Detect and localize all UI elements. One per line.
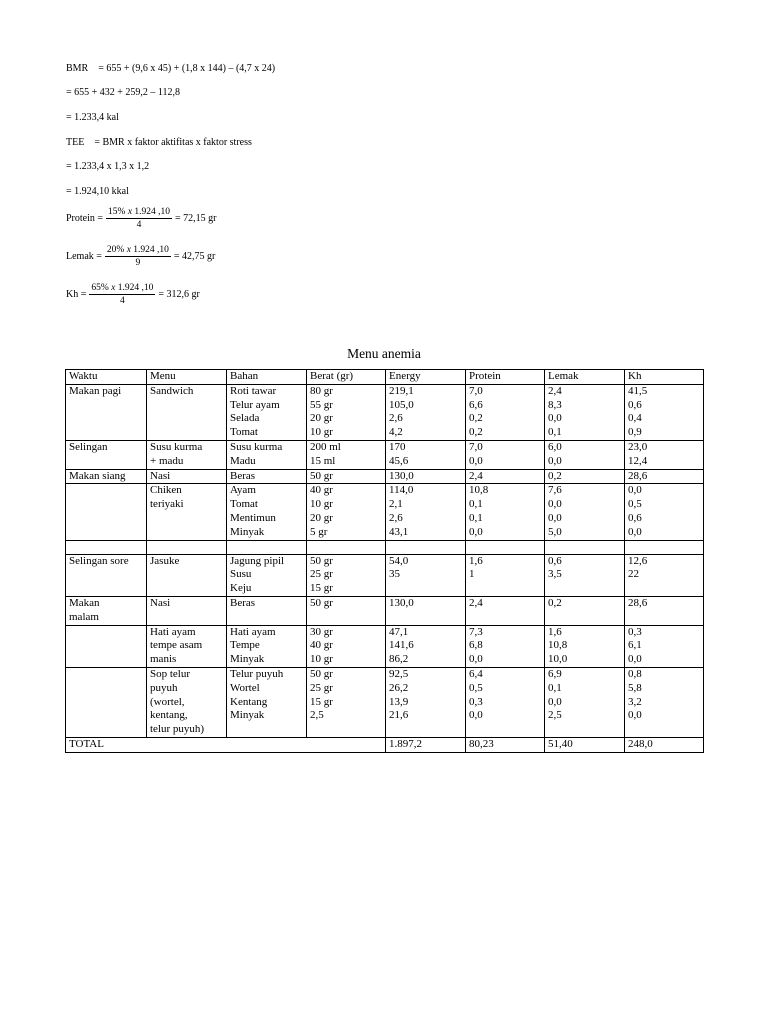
cell-line: 5,0 [548,525,562,538]
cell-protein [466,469,545,484]
cell-line: 10,0 [548,653,568,666]
cell-line: 12,6 [628,554,648,567]
cell-line: 0,0 [548,498,562,511]
header-menu: Menu [147,370,227,385]
cell-kh [625,540,704,554]
protein-num-pct: 15% [108,207,126,217]
cell-line: Nasi [150,596,171,609]
cell-line: 50 gr [310,469,333,482]
protein-fraction [106,207,172,231]
cell-line: Makan siang [69,469,126,482]
cell-line: 0,0 [548,695,562,708]
cell-line: 40 gr [310,639,333,652]
cell-line: 20 gr [310,412,333,425]
table-row [66,554,704,596]
cell-line: 6,8 [469,639,483,652]
cell-line: 50 gr [310,596,333,609]
cell-line: 0,1 [548,426,562,439]
cell-lemak [545,554,625,596]
cell-line: 6,1 [628,639,642,652]
kh-fraction [89,283,155,307]
cell-line: 6,6 [469,398,483,411]
cell-line: Susu kurma [150,440,203,453]
cell-line: 50 gr [310,554,333,567]
cell-bahan [227,596,307,625]
total-label: TOTAL [66,737,386,752]
kh-num-pct: 65% [91,283,109,293]
tee-label: TEE [66,137,85,148]
cell-kh [625,384,704,440]
cell-line: 0,6 [628,511,642,524]
calc-bmr-result: = 1.233,4 kal [66,112,119,123]
cell-energy [386,440,466,469]
cell-menu [147,596,227,625]
cell-line: 0,9 [628,426,642,439]
cell-menu [147,469,227,484]
kh-denominator: 4 [120,296,125,306]
table-row [66,484,704,540]
cell-line: 41,5 [628,384,648,397]
cell-line: 10,8 [469,484,489,497]
cell-line: 2,6 [389,412,403,425]
bmr-label: BMR [66,63,89,74]
cell-line: 130,0 [389,596,414,609]
table-row [66,667,704,737]
cell-line: 2,4 [469,596,483,609]
cell-line: 43,1 [389,525,409,538]
kh-label: Kh = [66,289,87,300]
cell-waktu [66,596,147,625]
cell-line: 2,5 [310,709,324,722]
cell-line: (wortel, [150,695,185,708]
cell-menu [147,384,227,440]
cell-kh [625,667,704,737]
cell-line: 0,0 [628,653,642,666]
cell-line: 6,9 [548,667,562,680]
lemak-num-val: 1.924 ,10 [133,245,169,255]
cell-line: Keju [230,582,252,595]
cell-menu [147,667,227,737]
cell-line: 28,6 [628,469,648,482]
cell-bahan [227,625,307,667]
cell-line: 0,0 [469,653,483,666]
cell-line: 45,6 [389,454,409,467]
kh-formula [66,283,200,307]
cell-line: 5,8 [628,681,642,694]
cell-line: 3,2 [628,695,642,708]
cell-line: Ayam [230,484,256,497]
cell-line: Madu [230,454,256,467]
cell-line: Roti tawar [230,384,277,397]
cell-line: Hati ayam [230,625,276,638]
cell-line: 28,6 [628,596,648,609]
calc-bmr-step: = 655 + 432 + 259,2 – 112,8 [66,87,181,98]
cell-line: 130,0 [389,469,414,482]
cell-line: 2,5 [548,709,562,722]
cell-line: malam [69,610,99,623]
cell-lemak [545,625,625,667]
cell-line: 141,6 [389,639,414,652]
table-row [66,440,704,469]
cell-line: Tomat [230,498,258,511]
cell-line: 21,6 [389,709,409,722]
header-waktu: Waktu [66,370,147,385]
cell-protein [466,440,545,469]
cell-protein [466,667,545,737]
cell-energy [386,596,466,625]
cell-line: 0,2 [548,469,562,482]
cell-lemak [545,440,625,469]
cell-line [69,626,144,640]
cell-line: 25 gr [310,568,333,581]
cell-line: 0,0 [469,709,483,722]
cell-protein [466,625,545,667]
cell-lemak [545,484,625,540]
cell-line: Jagung pipil [230,554,285,567]
cell-energy [386,625,466,667]
cell-line: Telur ayam [230,398,280,411]
cell-line: Chiken [150,484,182,497]
cell-line: 0,6 [548,554,562,567]
cell-berat [307,625,386,667]
blank-row [66,540,704,554]
cell-line: 2,1 [389,498,403,511]
cell-berat [307,440,386,469]
cell-waktu [66,469,147,484]
cell-line: 0,0 [469,454,483,467]
cell-line: 22 [628,568,639,581]
cell-line: 2,4 [548,384,562,397]
cell-line: 0,5 [469,681,483,694]
cell-line: Tempe [230,639,260,652]
cell-line: Makan [69,596,100,609]
cell-line: Wortel [230,681,260,694]
menu-table [65,369,704,753]
header-bahan: Bahan [227,370,307,385]
cell-menu [147,440,227,469]
cell-line: 30 gr [310,625,333,638]
cell-line: 170 [389,440,406,453]
cell-kh [625,596,704,625]
cell-line: Minyak [230,709,265,722]
cell-line: kentang, [150,709,188,722]
total-lemak: 51,40 [545,737,625,752]
protein-num-val: 1.924 ,10 [134,207,171,217]
cell-bahan [227,540,307,554]
cell-energy [386,540,466,554]
table-row [66,625,704,667]
header-berat: Berat (gr) [307,370,386,385]
cell-line: 0,6 [628,398,642,411]
lemak-label: Lemak = [66,251,102,262]
cell-line: 0,0 [628,484,642,497]
cell-line: 54,0 [389,554,409,567]
cell-protein [466,596,545,625]
cell-energy [386,484,466,540]
cell-line: 200 ml [310,440,341,453]
cell-line: 2,6 [389,511,403,524]
cell-line: 4,2 [389,426,403,439]
cell-line: 6,4 [469,667,483,680]
cell-line: Jasuke [150,554,180,567]
cell-line: 0,5 [628,498,642,511]
cell-line [69,484,144,498]
cell-kh [625,554,704,596]
cell-line: 6,0 [548,440,562,453]
tee-formula: = BMR x faktor aktifitas x faktor stress [94,137,252,148]
cell-berat [307,484,386,540]
bmr-formula: = 655 + (9,6 x 45) + (1,8 x 144) – (4,7 x 24) [98,63,276,74]
kh-num-val: 1.924 ,10 [117,283,154,293]
cell-line: 8,3 [548,398,562,411]
cell-line: 105,0 [389,398,414,411]
cell-berat [307,540,386,554]
cell-line: 114,0 [389,484,414,497]
cell-kh [625,484,704,540]
cell-line: Beras [230,596,256,609]
cell-menu [147,540,227,554]
cell-line: 80 gr [310,384,333,397]
cell-line: 7,0 [469,384,483,397]
cell-berat [307,667,386,737]
cell-line: telur puyuh) [150,723,205,736]
cell-line: 0,1 [548,681,562,694]
cell-energy [386,667,466,737]
cell-berat [307,384,386,440]
cell-line: 0,1 [469,498,483,511]
cell-line: 47,1 [389,625,409,638]
cell-line: 0,1 [469,511,483,524]
cell-line: 7,0 [469,440,483,453]
cell-waktu [66,540,147,554]
cell-line: 0,2 [469,412,483,425]
cell-line: 219,1 [389,384,414,397]
header-kh: Kh [625,370,704,385]
cell-line: Tomat [230,426,258,439]
cell-line: 0,0 [548,511,562,524]
cell-waktu [66,625,147,667]
cell-berat [307,469,386,484]
total-protein: 80,23 [466,737,545,752]
cell-line: 86,2 [389,653,409,666]
lemak-num-pct: 20% [106,245,125,255]
calc-tee-line [66,137,252,149]
cell-protein [466,384,545,440]
protein-label: Protein = [66,213,104,224]
protein-denominator: 4 [136,220,142,230]
cell-line: Sop telur [150,667,191,680]
cell-menu [147,484,227,540]
cell-line: Nasi [150,469,171,482]
calc-tee-step: = 1.233,4 x 1,3 x 1,2 [66,161,150,172]
lemak-result: = 42,75 gr [173,251,216,262]
cell-bahan [227,667,307,737]
table-header-row [66,370,704,385]
cell-line: Selingan [69,440,108,453]
table-title: Menu anemia [347,346,421,361]
cell-line: 13,9 [389,695,409,708]
cell-line: 23,0 [628,440,648,453]
cell-line: Kentang [230,695,268,708]
cell-line: 15 ml [310,454,336,467]
cell-line: Makan pagi [69,384,122,397]
cell-line: 3,5 [548,568,562,581]
cell-berat [307,554,386,596]
cell-line: 5 gr [310,525,328,538]
cell-line: 10 gr [310,426,333,439]
cell-line: 35 [389,568,400,581]
cell-line: Minyak [230,653,265,666]
cell-line: puyuh [150,681,178,694]
lemak-denominator: 9 [135,258,141,268]
cell-waktu [66,384,147,440]
cell-line: 0,0 [628,525,642,538]
cell-line: Susu kurma [230,440,283,453]
calc-bmr-line [66,63,275,75]
cell-menu [147,625,227,667]
cell-line: Mentimun [230,511,276,524]
protein-num-x: x [127,207,133,217]
cell-kh [625,625,704,667]
cell-line: 7,3 [469,625,483,638]
cell-bahan [227,440,307,469]
cell-line: teriyaki [150,498,184,511]
protein-result: = 72,15 gr [175,213,217,224]
cell-line: 15 gr [310,695,333,708]
cell-line [69,668,144,682]
cell-lemak [545,596,625,625]
cell-energy [386,384,466,440]
cell-line: 0,2 [548,596,562,609]
table-row [66,596,704,625]
cell-line: 1 [469,568,475,581]
cell-kh [625,469,704,484]
cell-bahan [227,469,307,484]
menu-table-body [66,384,704,737]
header-lemak: Lemak [545,370,625,385]
cell-line: 26,2 [389,681,409,694]
cell-line: Sandwich [150,384,194,397]
cell-waktu [66,440,147,469]
protein-formula [66,207,217,231]
cell-line: Beras [230,469,256,482]
cell-line: 55 gr [310,398,333,411]
cell-lemak [545,469,625,484]
kh-num-x: x [111,283,116,293]
cell-line: Selada [230,412,260,425]
cell-line: Selingan sore [69,554,129,567]
cell-line: Susu [230,568,252,581]
header-energy: Energy [386,370,466,385]
cell-line: 2,4 [469,469,483,482]
cell-waktu [66,484,147,540]
cell-line: 0,4 [628,412,642,425]
cell-line: 1,6 [469,554,483,567]
cell-line: Minyak [230,525,265,538]
total-row [66,737,704,752]
cell-energy [386,469,466,484]
cell-bahan [227,484,307,540]
cell-line: 12,4 [628,454,648,467]
cell-waktu [66,667,147,737]
cell-line: 15 gr [310,582,333,595]
cell-lemak [545,667,625,737]
lemak-fraction [105,245,171,269]
cell-energy [386,554,466,596]
cell-protein [466,484,545,540]
cell-line: 20 gr [310,511,333,524]
cell-line: 0,0 [548,454,562,467]
cell-berat [307,596,386,625]
table-row [66,469,704,484]
total-kh: 248,0 [625,737,704,752]
cell-line: 40 gr [310,484,333,497]
cell-line: Hati ayam [150,625,196,638]
cell-line: 7,6 [548,484,562,497]
cell-line: 92,5 [389,667,409,680]
kh-result: = 312,6 gr [158,289,200,300]
header-protein: Protein [466,370,545,385]
cell-line: 0,2 [469,426,483,439]
cell-line: 1,6 [548,625,562,638]
cell-line: 0,0 [469,525,483,538]
total-energy: 1.897,2 [386,737,466,752]
cell-lemak [545,540,625,554]
cell-menu [147,554,227,596]
cell-line: 0,0 [628,709,642,722]
lemak-formula [66,245,215,269]
cell-line: 10,8 [548,639,568,652]
cell-line: Telur puyuh [230,667,284,680]
cell-line: 0,3 [628,625,642,638]
cell-line: tempe asam [150,639,203,652]
cell-lemak [545,384,625,440]
cell-line: 0,8 [628,667,642,680]
cell-protein [466,540,545,554]
cell-bahan [227,554,307,596]
table-row [66,384,704,440]
cell-line: 25 gr [310,681,333,694]
cell-line: 10 gr [310,498,333,511]
cell-line: manis [150,653,177,666]
lemak-num-x: x [126,245,131,255]
cell-line: 50 gr [310,667,333,680]
cell-line: 0,0 [548,412,562,425]
cell-kh [625,440,704,469]
cell-line: 0,3 [469,695,483,708]
cell-line: + madu [150,454,184,467]
cell-waktu [66,554,147,596]
cell-bahan [227,384,307,440]
cell-protein [466,554,545,596]
cell-line: 10 gr [310,653,333,666]
calc-tee-result: = 1.924,10 kkal [66,186,129,197]
